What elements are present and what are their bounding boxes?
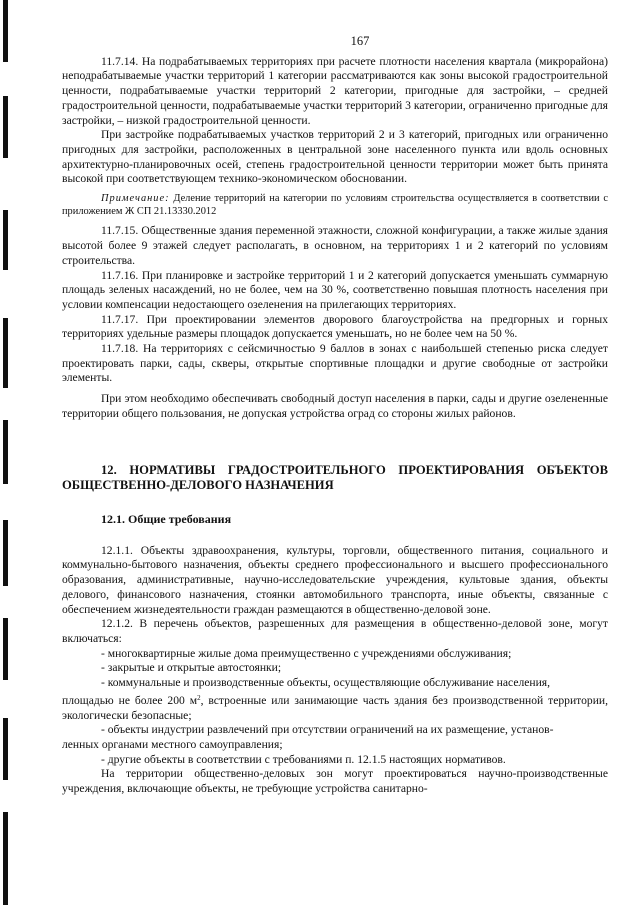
binding-mark — [3, 520, 8, 586]
page-number: 167 — [350, 34, 370, 48]
binding-mark — [3, 0, 8, 62]
paragraph-scientific-production: На территории общественно-деловых зон могут проектироваться научно-производственные учреждения, включающие объекты, не требующие устройства санитарно- — [62, 767, 608, 796]
permitted-objects-list — [62, 647, 608, 691]
note-text: Деление территорий на категории по условиям строительства осуществляется в соответствии с приложением Ж СП 21.13330.2012 — [62, 193, 608, 218]
subsection-title: 12.1. Общие требования — [101, 511, 232, 526]
permitted-objects-list-3 — [62, 753, 608, 768]
paragraph-12-1-1: 12.1.1. Объекты здравоохранения, культуры, торговли, общественного питания, социального и коммунально-бытового назначения, объекты среднего профессионального и высшего профессионального образования, административные, научно-исследовательские учреждения, культовые здания, объекты делового, финансового назначения, стоянки автомобильного транспорта, иные объекты, связанные с обеспечением жизнедеятельности граждан размещаются в общественно-деловой зоне. — [62, 543, 608, 616]
paragraph-11-7-14: 11.7.14. На подрабатываемых территориях при расчете плотности населения квартала (микрорайона) неподрабатываемые участки территорий 1 категории рассматриваются как зоны высокой градостроительной ценности, подрабатываемые участки территорий 2 категории, пригодные для застройки, – средней градостроительной ценности, подрабатываемые участки территорий 3 категории, ограниченно пригодные для застройки, – низкой градостроительной ценности. — [62, 54, 608, 127]
paragraph-12-1-2: 12.1.2. В перечень объектов, разрешенных для размещения в общественно-деловой зоне, могут включаться: — [62, 617, 608, 645]
list-item-continuation: площадью не более 200 $м^2$, встроенные или занимающие часть здания без производственной территории, экологически безопасные; — [62, 693, 608, 722]
note-label: Примечание: — [101, 193, 170, 205]
list-item-continuation: ленных органами местного самоуправления; — [62, 737, 283, 751]
paragraph-development-value: При застройке подрабатываемых участков территорий 2 и 3 категорий, пригодных или ограниченно пригодных для застройки, расположенных в центральной зоне населенного пункта или вдоль основных архитектурно-планировочных осей, степень градостроительной ценности территории может быть принята высокой при соответствующем технико-экономическом обосновании. — [62, 128, 608, 186]
paragraph-free-access: При этом необходимо обеспечивать свободный доступ населения в парки, сады и другие озелененные территории общего пользования, не допуская устройства оград со стороны жилых районов. — [62, 392, 608, 420]
binding-marks — [0, 0, 12, 905]
binding-mark — [3, 420, 8, 484]
binding-mark — [3, 718, 8, 780]
paragraph-11-7-17: 11.7.17. При проектировании элементов дворового благоустройства на предгорных и горных территориях удельные размеры площадок допускается уменьшать, но не более чем на 50 %. — [62, 312, 608, 341]
binding-mark — [3, 210, 8, 270]
binding-mark — [3, 812, 8, 905]
list-item: - объекты индустрии развлечений при отсутствии ограничений на их размещение, установ- — [101, 723, 554, 737]
list-item: - другие объекты в соответствии с требованиями п. 12.1.5 настоящих нормативов. — [101, 752, 506, 766]
note — [62, 192, 608, 218]
list-item: - коммунальные и производственные объекты, осуществляющие обслуживание населения, — [101, 676, 551, 690]
document-page — [62, 34, 608, 797]
section-title: 12. НОРМАТИВЫ ГРАДОСТРОИТЕЛЬНОГО ПРОЕКТИРОВАНИЯ ОБЪЕКТОВ ОБЩЕСТВЕННО-ДЕЛОВОГО НАЗНАЧЕНИЯ — [62, 462, 608, 493]
list-item: - многоквартирные жилые дома преимущественно с учреждениями обслуживания; — [101, 646, 512, 660]
list-item: - закрытые и открытые автостоянки; — [101, 661, 282, 675]
paragraph-11-7-18: 11.7.18. На территориях с сейсмичностью 9 баллов в зонах с наибольшей степенью риска следует проектировать парки, сады, скверы, открытые спортивные площадки и другие свободные от застройки элементы. — [62, 342, 608, 385]
binding-mark — [3, 618, 8, 680]
permitted-objects-list-2 — [62, 723, 608, 738]
binding-mark — [3, 318, 8, 388]
paragraph-11-7-16: 11.7.16. При планировке и застройке территорий 1 и 2 категорий допускается уменьшать суммарную площадь зеленых насаждений, но не более, чем на 30 %, соответственно повышая плотность населения при условии компенсации недостающего озеленения на прилегающих территориях. — [62, 268, 608, 311]
binding-mark — [3, 96, 8, 158]
paragraph-11-7-15: 11.7.15. Общественные здания переменной этажности, сложной конфигурации, а также жилые здания высотой более 9 этажей следует располагать, в основном, на территориях 1 и 2 категорий по условиям строительства. — [62, 224, 608, 267]
